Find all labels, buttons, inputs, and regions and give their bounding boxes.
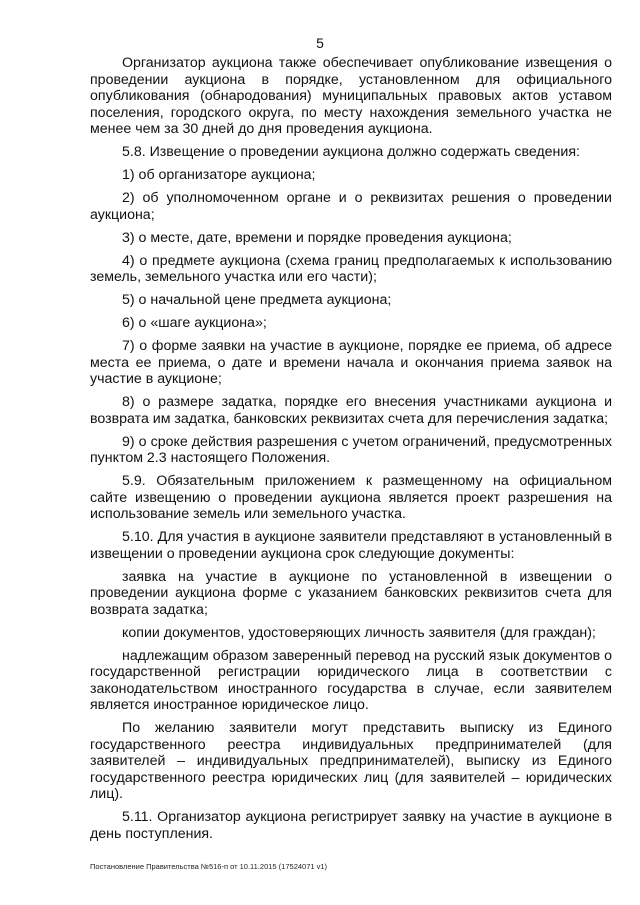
paragraph: 5.8. Извещение о проведении аукциона должно содержать сведения: [122, 144, 580, 160]
paragraph: заявка на участие в аукционе по установленной в извещении о проведении аукциона форме с указанием банковских реквизитов счета для возврата задатка; [90, 568, 612, 618]
paragraph: 3) о месте, дате, времени и порядке проведения аукциона; [122, 229, 512, 246]
paragraph: копии документов, удостоверяющих личность заявителя (для граждан); [122, 624, 596, 641]
paragraph: 5.9. Обязательным приложением к размещенному на официальном сайте извещению о проведении аукциона является проект разрешения на использование земель или земельного участка. [90, 473, 612, 522]
paragraph: 6) о «шаге аукциона»; [122, 315, 267, 331]
paragraph: 5.10. Для участия в аукционе заявители представляют в установленный в извещении о проведении аукциона срок следующие документы: [90, 529, 612, 562]
paragraph: надлежащим образом заверенный перевод на русский язык документов о государственной регистрации юридического лица в соответствии с законодательством иностранного государства в случае, если заявителем является иностранное юридическое лицо. [90, 647, 612, 713]
page-number: 5 [316, 35, 324, 51]
paragraph: 8) о размере задатка, порядке его внесения участниками аукциона и возврата им задатка, банковских реквизитах счета для перечисления задатка; [90, 394, 612, 427]
footer-note: Постановление Правительства №516-п от 10.11.2015 (17524071 v1) [90, 862, 328, 871]
paragraph: По желанию заявители могут представить выписку из Единого государственного реестра индивидуальных предпринимателей (для заявителей – индивидуальных предпринимателей), выписку из Единого государственного реестра юридических лиц (для заявителей – юридических лиц). [90, 720, 612, 802]
paragraph: 5.11. Организатор аукциона регистрирует заявку на участие в аукционе в день поступления. [90, 809, 612, 842]
document-body [90, 55, 612, 849]
paragraph: 9) о сроке действия разрешения с учетом ограничений, предусмотренных пунктом 2.3 настоящего Положения. [90, 433, 612, 466]
paragraph: 7) о форме заявки на участие в аукционе, порядке ее приема, об адресе места ее приема, о дате и времени начала и окончания приема заявок на участие в аукционе; [90, 338, 612, 387]
paragraph: 2) об уполномоченном органе и о реквизитах решения о проведении аукциона; [90, 190, 612, 223]
paragraph: 5) о начальной цене предмета аукциона; [122, 292, 392, 308]
paragraph: 4) о предмете аукциона (схема границ предполагаемых к использованию земель, земельного участка или его части); [90, 252, 612, 285]
paragraph: 1) об организаторе аукциона; [122, 167, 316, 183]
paragraph: Организатор аукциона также обеспечивает опубликование извещения о проведении аукциона в порядке, установленном для официального опубликования (обнародования) муниципальных правовых актов уставом поселения, городского округа, по месту нахождения земельного участка не менее чем за 30 дней до дня проведения аукциона. [90, 55, 612, 137]
